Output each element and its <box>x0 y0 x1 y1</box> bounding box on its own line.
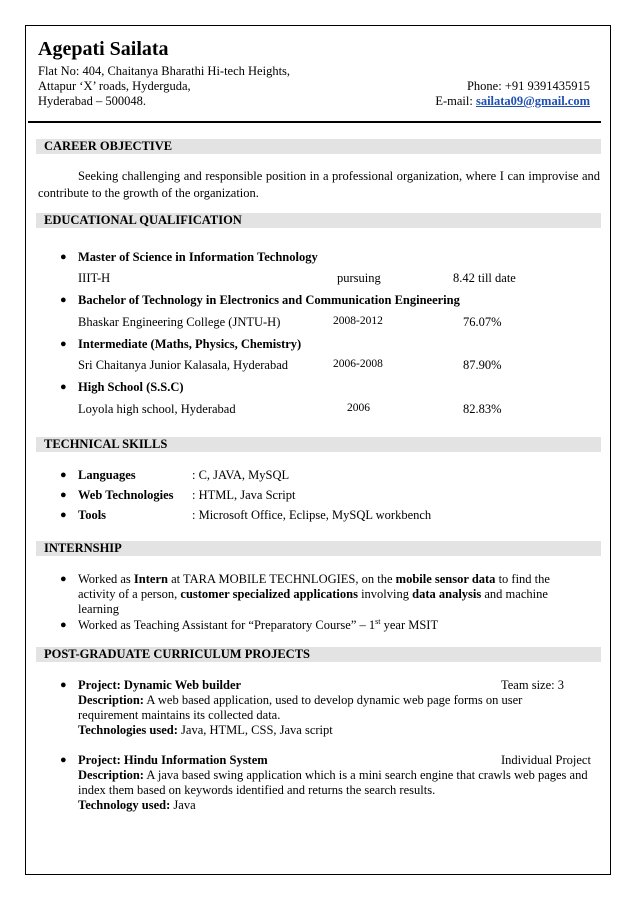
project-title: Project: Hindu Information System <box>78 753 268 767</box>
bullet-icon: ● <box>60 619 67 631</box>
section-heading-projects: POST-GRADUATE CURRICULUM PROJECTS <box>36 647 601 662</box>
bullet-icon: ● <box>60 754 67 766</box>
skill-value: : C, JAVA, MySQL <box>192 468 290 482</box>
project-description: Description: A web based application, used to develop dynamic web page forms on user requirement maintains its collected data. <box>78 693 523 722</box>
career-objective-text: Seeking challenging and responsible position in a professional organization, where I can improvise and contribute to the growth of the organization. <box>38 169 600 200</box>
candidate-name: Agepati Sailata <box>38 38 169 60</box>
project-team: Individual Project <box>501 753 591 767</box>
email-link[interactable]: sailata09@gmail.com <box>475 94 590 108</box>
education-school: Bhaskar Engineering College (JNTU-H) <box>78 315 281 329</box>
education-degree: Intermediate (Maths, Physics, Chemistry) <box>78 337 302 351</box>
project-team: Team size: 3 <box>501 678 564 692</box>
bullet-icon: ● <box>60 469 67 481</box>
project-title: Project: Dynamic Web builder <box>78 678 242 692</box>
education-score: 87.90% <box>463 358 502 372</box>
education-school: Sri Chaitanya Junior Kalasala, Hyderabad <box>78 358 289 372</box>
education-period: pursuing <box>337 271 381 285</box>
education-school: Loyola high school, Hyderabad <box>78 402 236 416</box>
bullet-icon: ● <box>60 573 67 585</box>
bullet-icon: ● <box>60 679 67 691</box>
phone-number: Phone: +91 9391435915 <box>466 79 590 93</box>
education-period: 2006 <box>347 402 370 414</box>
section-heading-career: CAREER OBJECTIVE <box>36 139 601 154</box>
skill-label: Web Technologies <box>78 488 174 502</box>
skill-label: Tools <box>78 508 107 522</box>
section-heading-education: EDUCATIONAL QUALIFICATION <box>36 213 601 228</box>
skill-value: : HTML, Java Script <box>192 488 296 502</box>
project-description: Description: A java based swing application which is a mini search engine that crawls web pages and index them based on keywords identified and returns the search results. <box>78 768 588 797</box>
education-degree: High School (S.S.C) <box>78 380 184 394</box>
header-divider <box>28 121 601 123</box>
education-score: 76.07% <box>463 315 502 329</box>
internship-item: Worked as Intern at TARA MOBILE TECHNLOGIES, on the mobile sensor data to find the activity of a person, customer specialized applications involving data analysis and machine learning <box>78 572 550 616</box>
email-label: E-mail: <box>435 94 476 108</box>
education-score: 8.42 till date <box>453 271 516 285</box>
bullet-icon: ● <box>60 294 67 306</box>
education-period: 2006-2008 <box>333 358 383 370</box>
section-heading-internship: INTERNSHIP <box>36 541 601 556</box>
education-degree: Master of Science in Information Technology <box>78 250 318 264</box>
internship-item: Worked as Teaching Assistant for “Preparatory Course” – 1st year MSIT <box>78 617 439 633</box>
education-degree: Bachelor of Technology in Electronics and Communication Engineering <box>78 293 460 307</box>
bullet-icon: ● <box>60 338 67 350</box>
bullet-icon: ● <box>60 509 67 521</box>
education-school: IIIT-H <box>78 271 111 285</box>
skill-label: Languages <box>78 468 136 482</box>
project-technologies: Technology used: Java <box>78 798 196 812</box>
bullet-icon: ● <box>60 489 67 501</box>
address-line-1: Flat No: 404, Chaitanya Bharathi Hi-tech Heights, <box>38 64 291 78</box>
bullet-icon: ● <box>60 251 67 263</box>
bullet-icon: ● <box>60 381 67 393</box>
education-period: 2008-2012 <box>333 315 383 327</box>
section-heading-skills: TECHNICAL SKILLS <box>36 437 601 452</box>
project-technologies: Technologies used: Java, HTML, CSS, Java script <box>78 723 333 737</box>
address-line-2: Attapur ‘X’ roads, Hyderguda, <box>38 79 191 93</box>
skill-value: : Microsoft Office, Eclipse, MySQL workbench <box>192 508 432 522</box>
email-line <box>435 94 590 109</box>
education-score: 82.83% <box>463 402 502 416</box>
address-line-3: Hyderabad – 500048. <box>38 94 146 108</box>
